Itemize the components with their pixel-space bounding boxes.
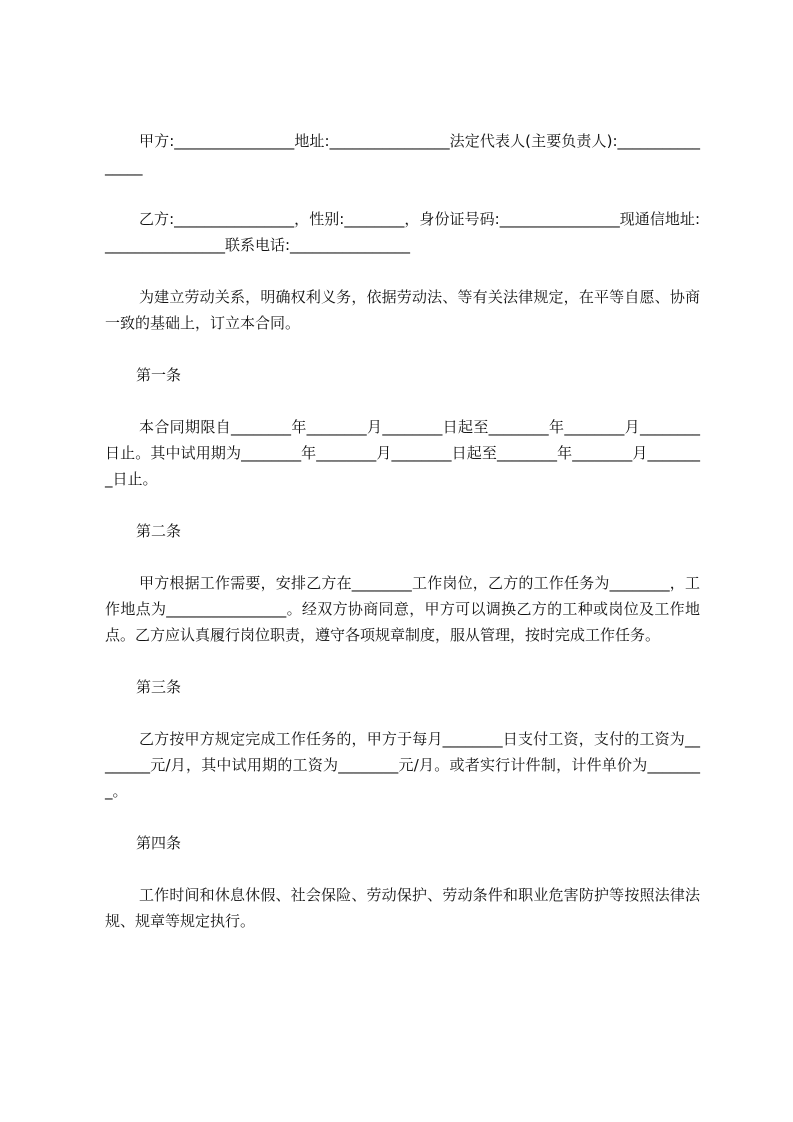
section-text-3: 乙方按甲方规定完成工作任务的，甲方于每月________日支付工资，支付的工资为________元/月，其中试用期的工资为________元/月。或者实行计件制，计件单价为________。 [105, 730, 700, 800]
section-text-4: 工作时间和休息休假、社会保险、劳动保护、劳动条件和职业危害防护等按照法律法规、规章等规定执行。 [105, 886, 700, 930]
section-title-1: 第一条 [136, 366, 182, 384]
preamble-paragraph: 为建立劳动关系，明确权利义务，依据劳动法、等有关法律规定，在平等自愿、协商一致的基础上，订立本合同。 [105, 288, 700, 332]
section-text-1: 本合同期限自________年________月________日起至________年________月________日止。其中试用期为________年________月________日起至________年________月________日止。 [105, 418, 700, 488]
section-title-3: 第三条 [136, 678, 182, 696]
contract-body [105, 128, 700, 934]
section-text-2: 甲方根据工作需要，安排乙方在________工作岗位，乙方的工作任务为________，工作地点为________________。经双方协商同意，甲方可以调换乙方的工种或岗位及工作地点。乙方应认真履行岗位职责，遵守各项规章制度，服从管理，按时完成工作任务。 [105, 574, 700, 644]
section-title-4: 第四条 [136, 834, 182, 852]
section-title-2: 第二条 [136, 522, 182, 540]
party-a-paragraph: 甲方:________________地址:________________法定代表人(主要负责人):________________ [105, 132, 700, 176]
party-b-paragraph: 乙方:________________，性别:________，身份证号码:________________现通信地址:________________联系电话:________________ [105, 210, 700, 254]
